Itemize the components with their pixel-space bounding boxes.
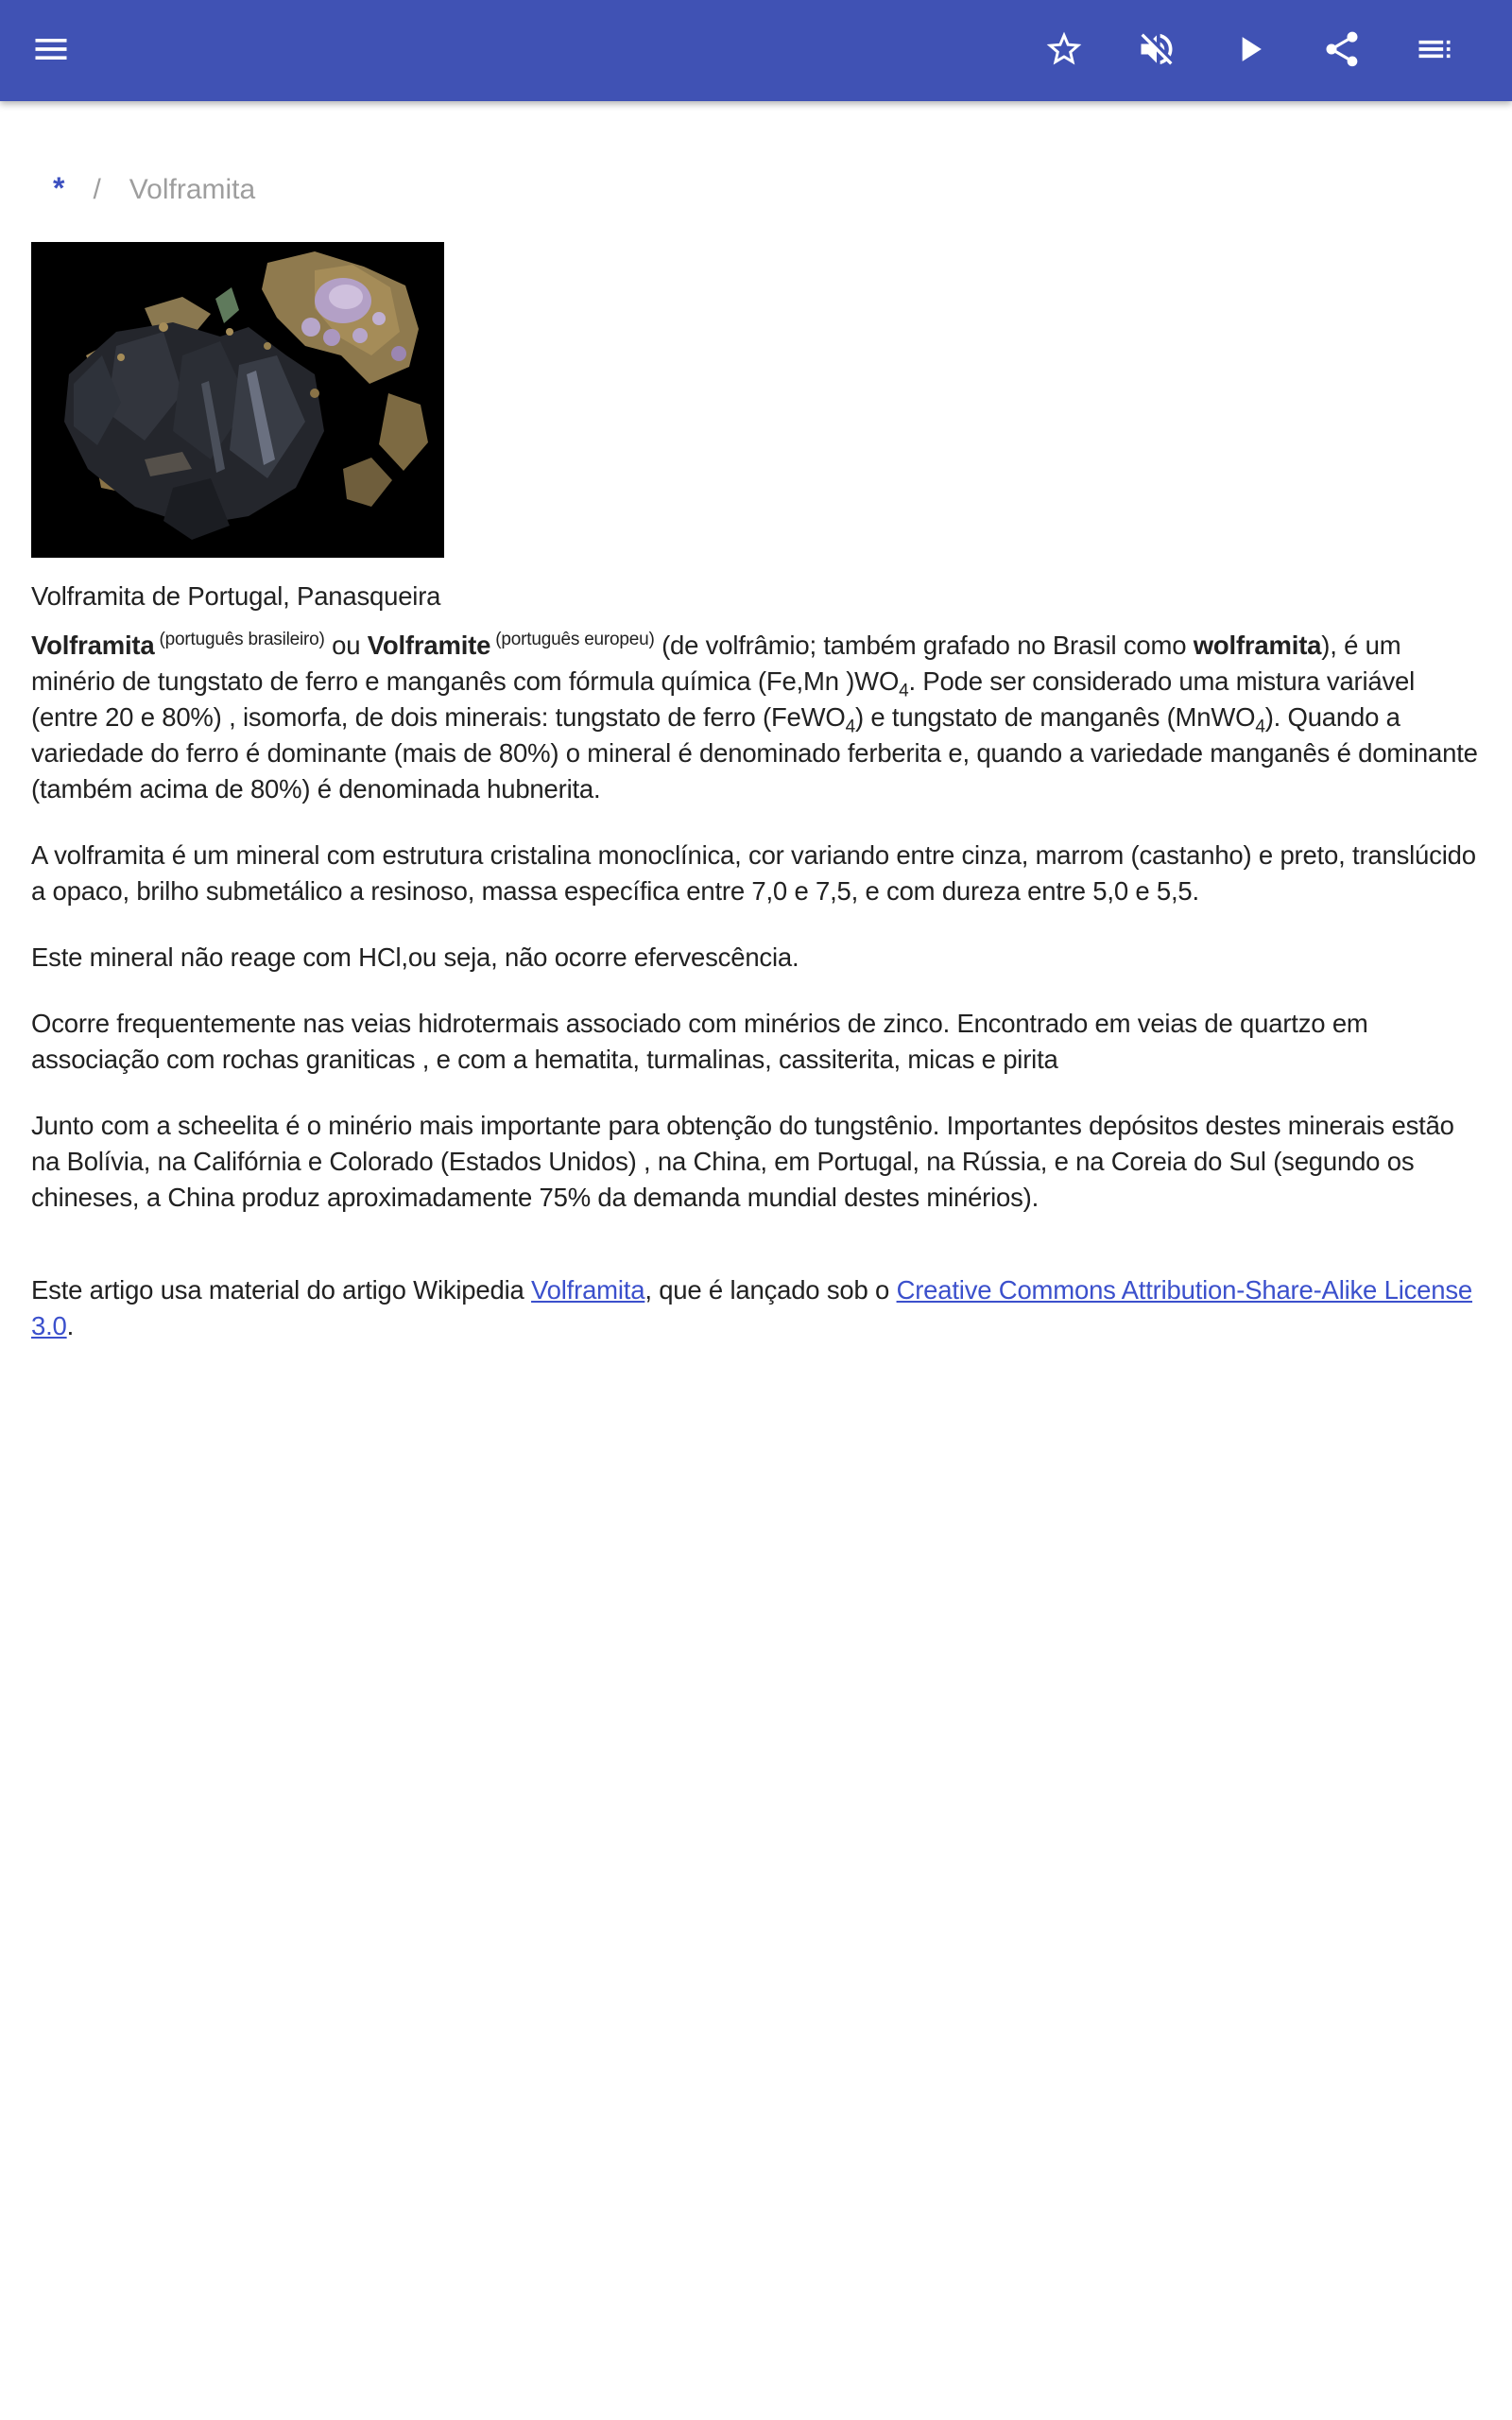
photo-caption: Volframita de Portugal, Panasqueira <box>31 581 441 611</box>
text-segment: wolframita <box>1193 631 1322 660</box>
article-content <box>0 242 1512 1344</box>
wikipedia-article-link[interactable]: Volframita <box>531 1275 645 1305</box>
toc-icon <box>1414 28 1455 73</box>
text-segment: A volframita é um mineral com estrutura cristalina monoclínica, cor variando entre cinza, marrom (castanho) e preto, translúcido a opaco, brilho submetálico a resinoso, massa específica entre 7,0 e 7,5, e com dureza entre 5,0 e 5,5. <box>31 840 1476 906</box>
text-segment: ) e tungstato de manganês (MnWO <box>854 702 1256 732</box>
text-segment: 4 <box>899 681 909 701</box>
text-segment: 4 <box>845 717 855 737</box>
mineral-photo-graphic <box>31 242 444 558</box>
toc-button[interactable] <box>1412 28 1457 74</box>
text-segment: Volframita <box>31 631 155 660</box>
star-border-icon <box>1043 28 1085 73</box>
article-paragraph <box>31 628 1481 807</box>
cc-license-link[interactable]: Creative Commons Attribution-Share-Alike License 3.0 <box>31 1275 1472 1340</box>
volume-off-icon <box>1136 28 1177 73</box>
article-paragraph <box>31 1006 1481 1078</box>
text-segment: (português europeu) <box>490 629 655 649</box>
menu-button[interactable] <box>28 28 74 74</box>
text-segment: Este artigo usa material do artigo Wikipedia <box>31 1275 532 1305</box>
breadcrumb <box>53 171 1512 206</box>
text-segment: ou <box>324 631 368 660</box>
play-icon <box>1228 28 1270 73</box>
text-segment: Ocorre frequentemente nas veias hidrotermais associado com minérios de zinco. Encontrado em veias de quartzo em associação com rochas graniticas , e com a hematita, turmalinas, cassiterita, micas e pirita <box>31 1009 1368 1074</box>
text-segment: Volframite <box>367 631 491 660</box>
toolbar-actions <box>1041 28 1457 74</box>
text-segment: . Pode ser considerado uma mistura variável (entre 20 e 80%) , isomorfa, de dois minerais: tungstato de ferro (FeWO <box>31 666 1416 732</box>
text-segment: (português brasileiro) <box>154 629 325 649</box>
text-segment: Este mineral não reage com HCl,ou seja, não ocorre efervescência. <box>31 942 799 972</box>
text-segment: ), é um minério de tungstato de ferro e manganês com fórmula química (Fe,Mn )WO <box>31 631 1401 696</box>
text-segment: . <box>66 1311 75 1340</box>
share-button[interactable] <box>1319 28 1365 74</box>
text-segment: (de volfrâmio; também grafado no Brasil como <box>654 631 1194 660</box>
article-paragraph <box>31 1108 1481 1216</box>
play-button[interactable] <box>1227 28 1272 74</box>
breadcrumb-current-page: Volframita <box>129 174 256 205</box>
mute-button[interactable] <box>1134 28 1179 74</box>
article-paragraph <box>31 838 1481 909</box>
text-segment: Junto com a scheelita é o minério mais importante para obtenção do tungstênio. Importantes depósitos destes minerais estão na Bolívia, na Califórnia e Colorado (Estados Unidos) , na China, em Portugal, na Rússia, e na Coreia do Sul (segundo os chineses, a China produz aproximadamente 75% da demanda mundial destes minérios). <box>31 1111 1454 1212</box>
text-segment: ). Quando a variedade do ferro é dominante (mais de 80%) o mineral é denominado ferberita e, quando a variedade manganês é dominante (também acima de 80%) é denominada hubnerita. <box>31 702 1478 804</box>
app-toolbar <box>0 0 1512 101</box>
article-paragraph <box>31 940 1481 976</box>
menu-icon <box>30 28 72 73</box>
share-icon <box>1321 28 1363 73</box>
text-segment: 4 <box>1255 717 1265 737</box>
attribution-text <box>31 1272 1481 1344</box>
breadcrumb-separator: / <box>93 174 101 205</box>
favorite-button[interactable] <box>1041 28 1087 74</box>
breadcrumb-home-link[interactable]: * <box>53 171 65 205</box>
text-segment: , que é lançado sob o <box>644 1275 897 1305</box>
wolframite-specimen-photo[interactable] <box>31 242 1481 558</box>
